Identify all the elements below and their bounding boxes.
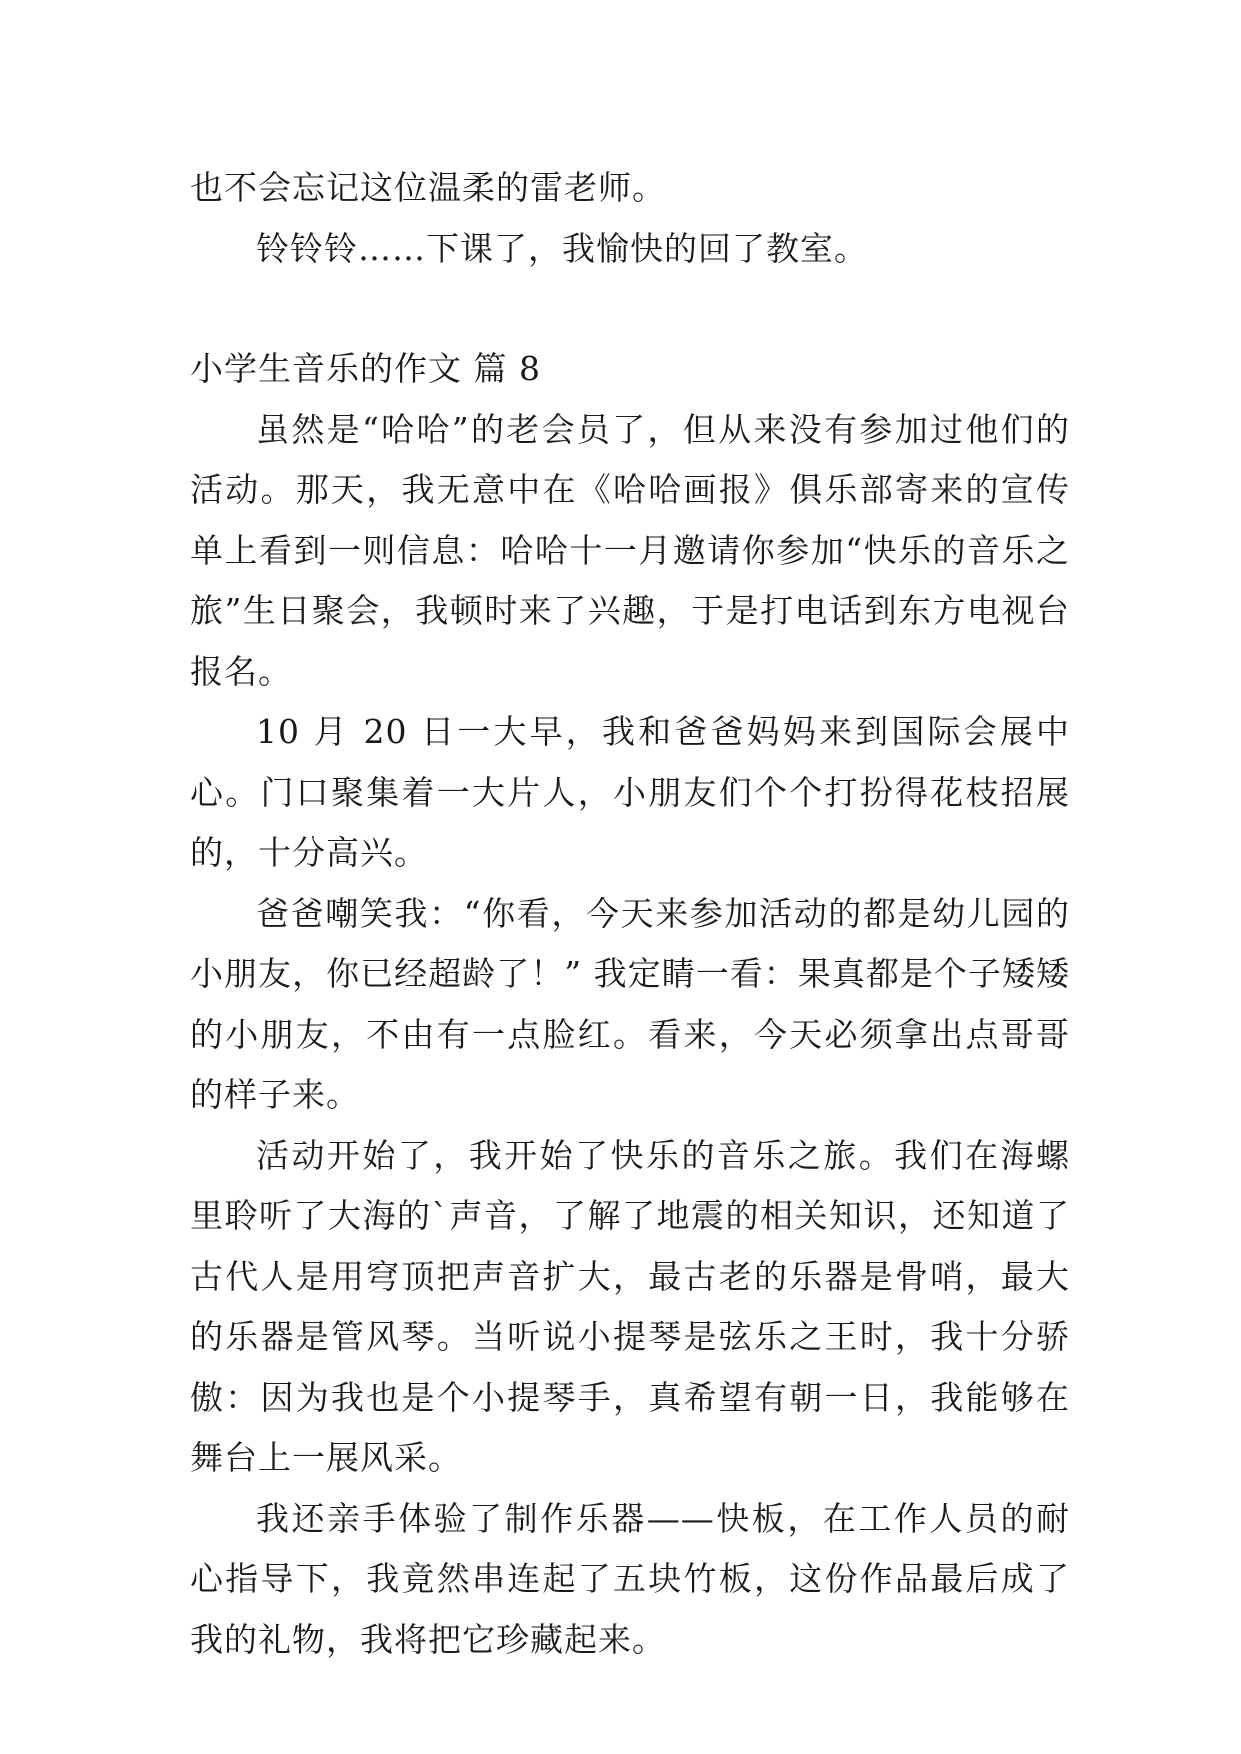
paragraph-4: 活动开始了，我开始了快乐的音乐之旅。我们在海螺里聆听了大海的`声音，了解了地震的相关知识，还知道了古代人是用穹顶把声音扩大，最古老的乐器是骨哨，最大的乐器是管风琴。当听说小提琴是弦乐之王时，我十分骄傲：因为我也是个小提琴手，真希望有朝一日，我能够在舞台上一展风采。: [190, 1135, 1070, 1477]
section-gap: [190, 279, 1070, 339]
paragraph-5: 我还亲手体验了制作乐器——快板，在工作人员的耐心指导下，我竟然串连起了五块竹板，这份作品最后成了我的礼物，我将把它珍藏起来。: [190, 1498, 1070, 1659]
paragraph-bell: 铃铃铃……下课了，我愉快的回了教室。: [256, 228, 868, 268]
paragraph-3: 爸爸嘲笑我：“你看，今天来参加活动的都是幼儿园的小朋友，你已经超龄了！” 我定睛一看：果真都是个子矮矮的小朋友，不由有一点脸红。看来，今天必须拿出点哥哥的样子来。: [190, 893, 1070, 1114]
paragraph-2: 10 月 20 日一大早，我和爸爸妈妈来到国际会展中心。门口聚集着一大片人，小朋友们个个打扮得花枝招展的，十分高兴。: [190, 712, 1070, 872]
section-title: 小学生音乐的作文 篇 8: [190, 349, 541, 388]
paragraph-continued: 也不会忘记这位温柔的雷老师。: [190, 168, 666, 207]
document-body: [190, 158, 1070, 1670]
paragraph-1: 虽然是“哈哈”的老会员了，但从来没有参加过他们的活动。那天，我无意中在《哈哈画报》俱乐部寄来的宣传单上看到一则信息：哈哈十一月邀请你参加“快乐的音乐之旅”生日聚会，我顿时来了兴趣，于是打电话到东方电视台报名。: [190, 409, 1070, 691]
